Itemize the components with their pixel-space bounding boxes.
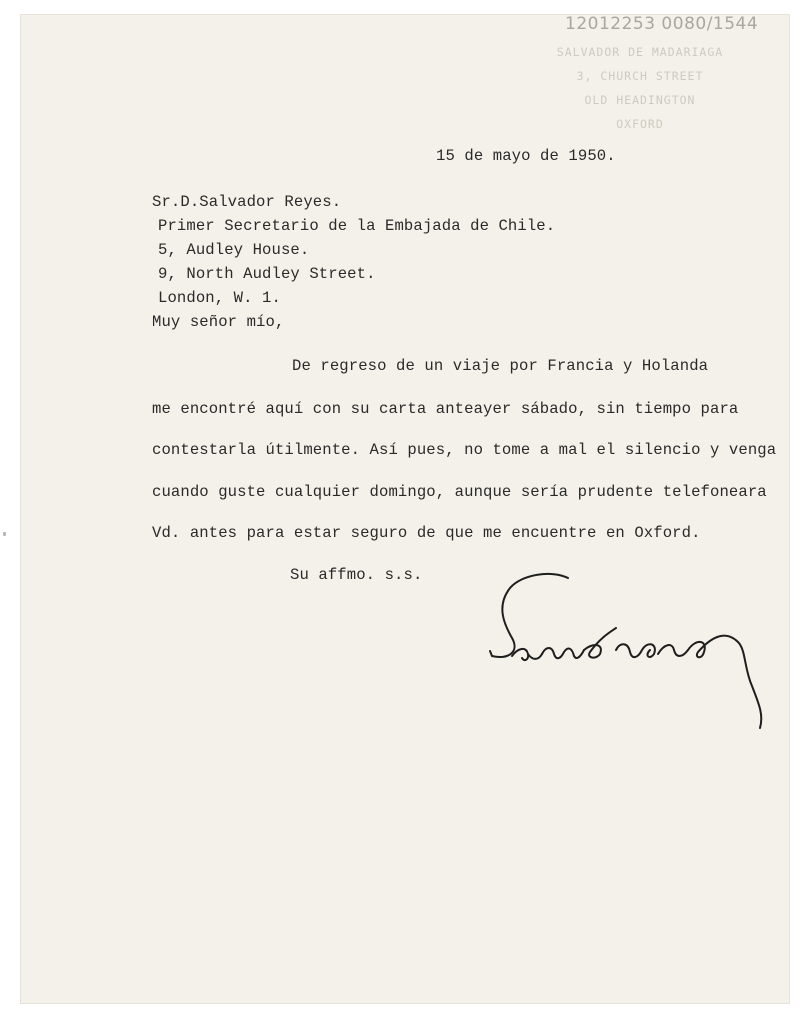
recipient-line: 5, Audley House. bbox=[158, 241, 310, 259]
letterhead bbox=[535, 40, 745, 136]
recipient-line: London, W. 1. bbox=[158, 289, 281, 307]
scan-mark bbox=[3, 532, 6, 536]
letter-date: 15 de mayo de 1950. bbox=[436, 147, 616, 165]
paper-sheet bbox=[20, 14, 790, 1004]
salutation: Muy señor mío, bbox=[152, 313, 285, 331]
recipient-line: Sr.D.Salvador Reyes. bbox=[152, 193, 342, 211]
letterhead-line: SALVADOR DE MADARIAGA bbox=[556, 45, 724, 59]
recipient-line: 9, North Audley Street. bbox=[158, 265, 376, 283]
body-line: cuando guste cualquier domingo, aunque sería prudente telefoneara bbox=[152, 483, 767, 501]
body-line: Vd. antes para estar seguro de que me encuentre en Oxford. bbox=[152, 524, 701, 542]
closing: Su affmo. s.s. bbox=[290, 566, 423, 584]
body-line: De regreso de un viaje por Francia y Holanda bbox=[292, 357, 709, 375]
body-line: me encontré aquí con su carta anteayer sábado, sin tiempo para bbox=[152, 400, 739, 418]
recipient-address bbox=[152, 190, 555, 310]
letterhead-line: 3, CHURCH STREET bbox=[576, 69, 704, 83]
letterhead-line: OXFORD bbox=[616, 117, 664, 131]
archive-reference-number: 12012253 0080/1544 bbox=[565, 14, 759, 34]
body-line: contestarla útilmente. Así pues, no tome a mal el silencio y venga bbox=[152, 441, 777, 459]
handwritten-signature bbox=[482, 568, 782, 738]
recipient-line: Primer Secretario de la Embajada de Chile. bbox=[158, 217, 556, 235]
letterhead-line: OLD HEADINGTON bbox=[584, 93, 696, 107]
